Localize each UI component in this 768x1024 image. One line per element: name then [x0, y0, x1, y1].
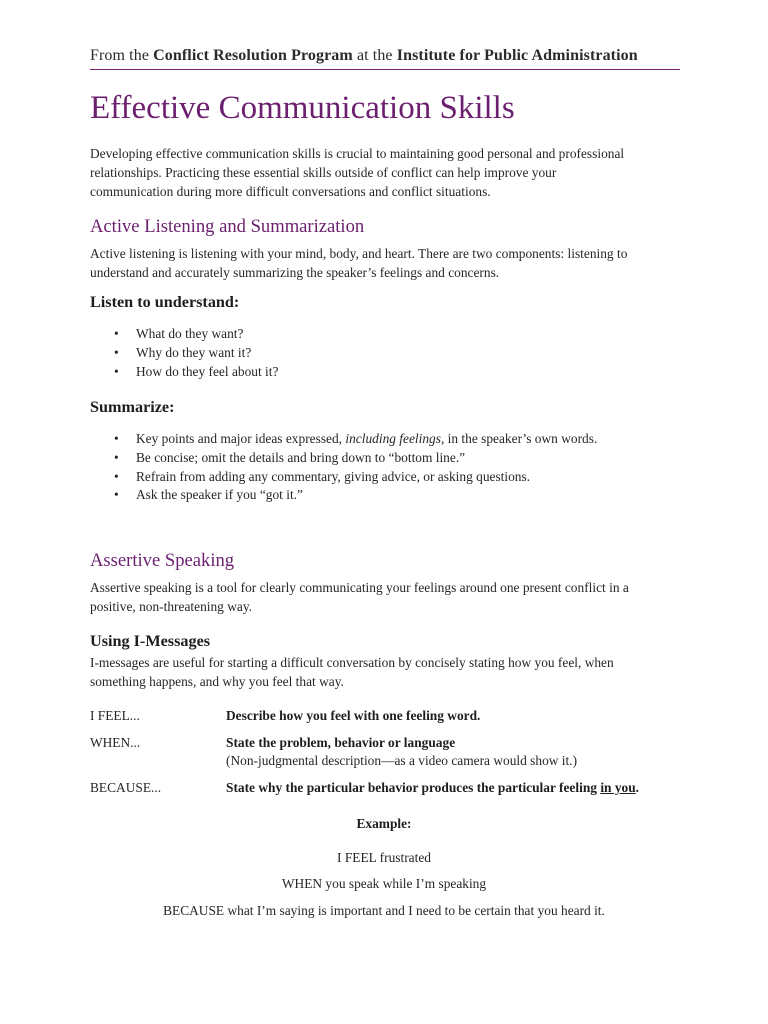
header-institute: Institute for Public Administration	[396, 47, 638, 64]
heading-listen-to-understand: Listen to understand:	[90, 293, 240, 311]
heading-using-i-messages: Using I-Messages	[90, 632, 211, 650]
bullet-icon: •	[114, 326, 119, 341]
header-line	[90, 47, 680, 65]
intro-line-2: relationships. Practicing these essential skills outside of conflict can help improve your	[90, 164, 557, 180]
list-item: • Ask the speaker if you “got it.”	[110, 486, 597, 505]
list-item: • How do they feel about it?	[110, 363, 278, 382]
list-item: • Be concise; omit the details and bring down to “bottom line.”	[110, 449, 597, 468]
because-description: State why the particular behavior produces the particular feeling in you.	[226, 780, 640, 795]
feel-label: I FEEL...	[90, 708, 140, 723]
header-divider	[90, 69, 680, 70]
bullet-icon: •	[114, 449, 119, 465]
heading-summarize: Summarize:	[90, 398, 175, 416]
example-line-3: BECAUSE what I’m saying is important and I need to be certain that you heard it.	[163, 903, 605, 918]
emphasis-text: including feelings	[345, 431, 441, 446]
list-item: • Why do they want it?	[110, 344, 278, 363]
when-label: WHEN...	[90, 735, 141, 750]
feel-description: Describe how you feel with one feeling word.	[226, 708, 481, 723]
list-item: • What do they want?	[110, 325, 278, 344]
intro-paragraph	[90, 145, 690, 201]
intro-line-3: communication during more difficult conversations and conflict situations.	[90, 183, 491, 199]
summarize-list	[110, 430, 597, 505]
page-title: Effective Communication Skills	[90, 90, 515, 126]
active-listening-line-2: understand and accurately summarizing the speaker’s feelings and concerns.	[90, 264, 500, 280]
list-item: • Key points and major ideas expressed, including feelings, in the speaker’s own words.	[110, 430, 597, 449]
i-messages-paragraph	[90, 654, 690, 692]
i-messages-line-1: I-messages are useful for starting a difficult conversation by concisely stating how you feel, when	[90, 655, 614, 670]
listen-list	[110, 325, 278, 381]
assertive-paragraph	[90, 579, 690, 617]
heading-active-listening: Active Listening and Summarization	[90, 216, 365, 237]
active-listening-paragraph	[90, 245, 690, 283]
heading-assertive-speaking: Assertive Speaking	[90, 550, 235, 571]
because-label: BECAUSE...	[90, 780, 162, 795]
example-line-2: WHEN you speak while I’m speaking	[281, 876, 487, 891]
when-subtext: (Non-judgmental description—as a video camera would show it.)	[226, 753, 578, 768]
active-listening-line-1: Active listening is listening with your mind, body, and heart. There are two components: listening to	[90, 246, 628, 261]
example-label: Example:	[356, 816, 412, 831]
bullet-icon: •	[114, 468, 119, 484]
i-messages-line-2: something happens, and why you feel that way.	[90, 673, 344, 689]
header-program: Conflict Resolution Program	[153, 47, 353, 64]
assertive-line-1: Assertive speaking is a tool for clearly communicating your feelings around one present conflict in a	[90, 580, 629, 595]
header-prefix: From the	[90, 47, 154, 64]
bullet-icon: •	[114, 431, 119, 446]
intro-line-1: Developing effective communication skills is crucial to maintaining good personal and professional	[90, 146, 625, 161]
underlined-text: in you	[600, 780, 636, 795]
bullet-icon: •	[114, 344, 119, 360]
assertive-line-2: positive, non-threatening way.	[90, 598, 253, 614]
bullet-icon: •	[114, 487, 119, 503]
header-middle: at the	[352, 47, 397, 64]
bullet-icon: •	[114, 363, 119, 379]
list-item: • Refrain from adding any commentary, giving advice, or asking questions.	[110, 468, 597, 487]
example-line-1: I FEEL frustrated	[337, 850, 431, 865]
when-description: State the problem, behavior or language	[226, 735, 456, 750]
